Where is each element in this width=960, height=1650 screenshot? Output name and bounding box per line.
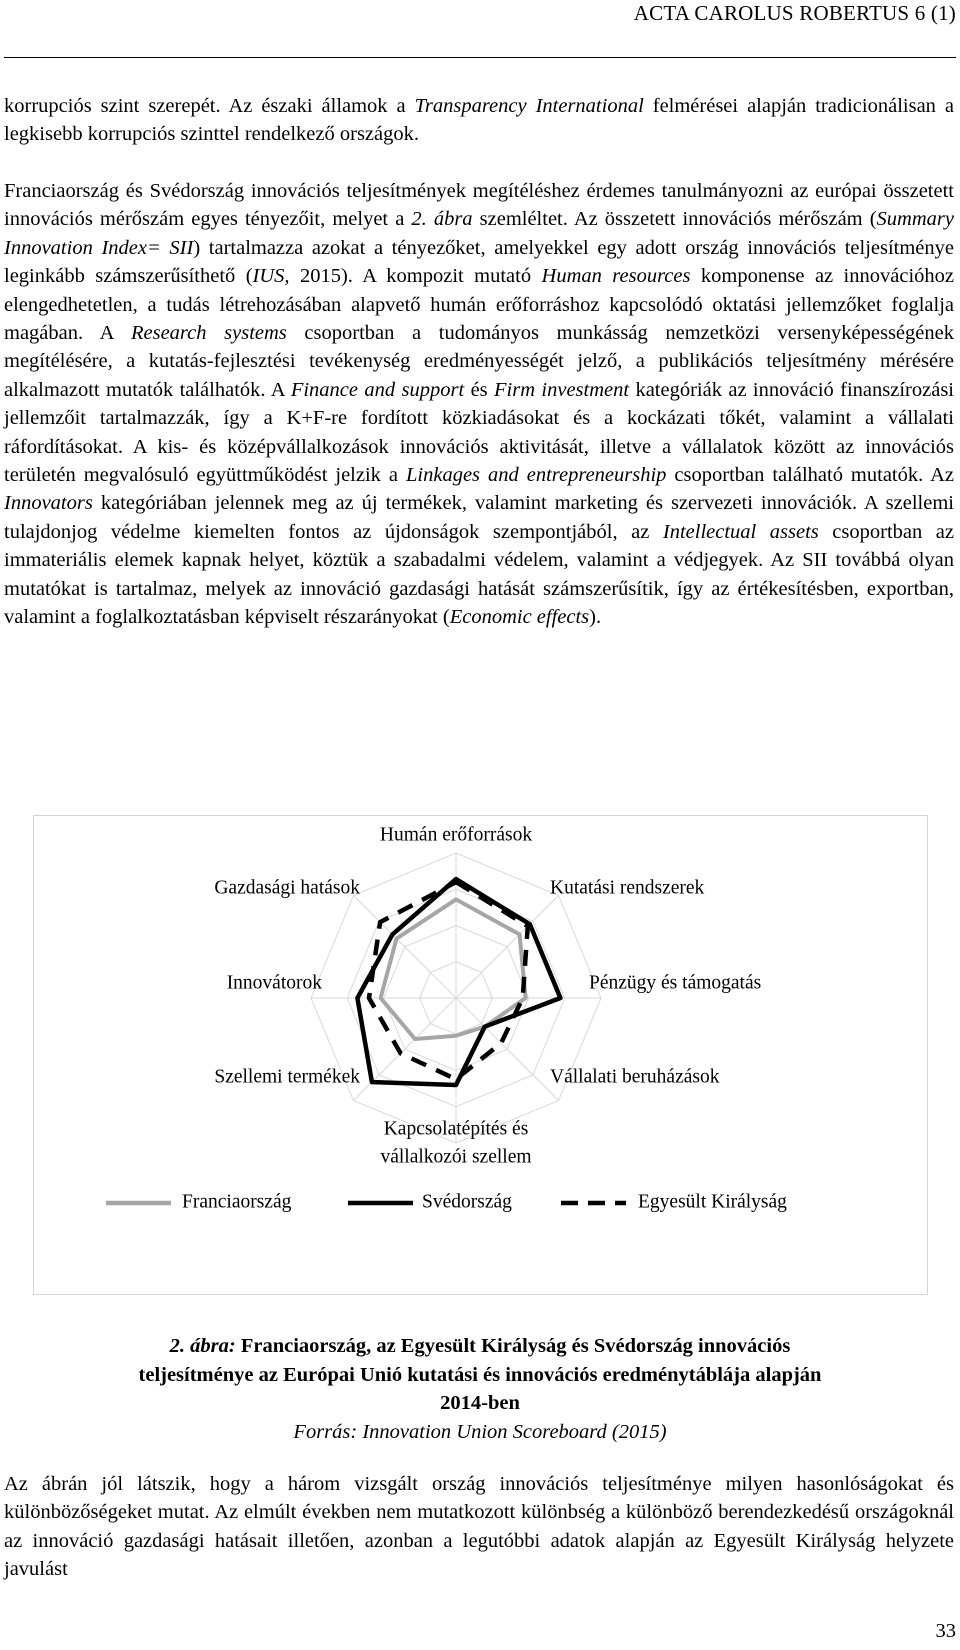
axis-label: Szellemi termékek — [214, 1066, 360, 1088]
series-line-1 — [357, 879, 560, 1085]
axis-label: Innovátorok — [226, 972, 322, 994]
radar-chart — [34, 816, 929, 1296]
axis-label: vállalkozói szellem — [380, 1146, 532, 1168]
paragraph-2: Franciaország és Svédország innovációs teljesítmények megítéléshez érdemes tanulmányozni az európai összetett innovációs mérőszám egyes tényezőit, melyet a 2. ábra szemléltet. Az összetett innovációs mérőszám (Summary Innovation Index= SII) tartalmazza azokat a tényezőket, amelyekkel egy adott ország innovációs teljesítménye leginkább számszerűsíthető (IUS, 2015). A kompozit mutató Human resources komponense az innovációhoz elengedhetetlen, a tudás létrehozásában alapvető humán erőforráshoz kapcsolódó oktatási jellemzőket foglalja magában. A Research systems csoportban a tudományos munkásság nemzetközi versenyképességének megítélésére, a kutatás-fejlesztési tevékenység eredményességét jelző, a publikációs teljesítmény mérésére alkalmazott mutatók találhatók. A Finance and support és Firm investment kategóriák az innováció finanszírozási jellemzőit tartalmazzák, így a K+F-re fordított közkiadásokat és a kockázati tőkét, valamint a vállalati ráfordításokat. A kis- és középvállalkozások innovációs aktivitását, illetve a vállalatok között az innovációs területén megvalósuló együttműködést jelzik a Linkages and entrepreneurship csoportban található mutatók. Az Innovators kategóriában jelennek meg az új termékek, valamint marketing és szervezeti innovációk. A szellemi tulajdonjog védelme kiemelten fontos az újdonságok szempontjából, az Intellectual assets csoportban az immateriális elemek kapnak helyet, köztük a szabadalmi védelem, valamint a védjegyek. Az SII továbbá olyan mutatókat is tartalmaz, melyek az innováció gazdasági hatását számszerűsítik, így az értékesítésben, exportban, valamint a foglalkoztatásban képviselt részarányokat (Economic effects). — [4, 180, 955, 629]
radar-chart-figure — [33, 815, 928, 1295]
axis-label: Humán erőforrások — [379, 824, 533, 846]
axis-label: Kutatási rendszerek — [550, 877, 705, 899]
legend-label-1: Svédország — [422, 1191, 512, 1213]
header-rule — [4, 57, 956, 58]
figure-caption: 2. ábra: Franciaország, az Egyesült Királyság és Svédország innovációs teljesítménye az Európai Unió kutatási és innovációs eredménytáblája alapján 2014-ben — [138, 1335, 822, 1415]
axis-label: Kapcsolatépítés és — [383, 1118, 529, 1140]
paragraph-1: korrupciós szint szerepét. Az északi államok a Transparency International felmérései alapján tradicionálisan a legkisebb korrupciós szinttel rendelkező országok. — [4, 95, 954, 146]
running-head: ACTA CAROLUS ROBERTUS 6 (1) — [633, 1, 956, 25]
legend-label-0: Franciaország — [182, 1191, 292, 1213]
figure-source: Forrás: Innovation Union Scoreboard (2015) — [293, 1421, 667, 1443]
legend-label-2: Egyesült Királyság — [638, 1191, 787, 1213]
axis-label: Pénzügy és támogatás — [589, 972, 762, 994]
paragraph-3: Az ábrán jól látszik, hogy a három vizsgált ország innovációs teljesítménye milyen hasonlóságokat és különbözőségeket mutat. Az elmúlt években nem mutatkozott különbség a különböző berendezkedésű országoknál az innováció gazdasági hatásait illetően, azonban a legutóbbi adatok alapján az Egyesült Királyság helyzete javulást — [4, 1473, 954, 1581]
axis-label: Gazdasági hatások — [214, 877, 360, 899]
axis-label: Vállalati beruházások — [550, 1066, 720, 1088]
series-line-2 — [369, 882, 528, 1079]
page-number: 33 — [935, 1620, 956, 1642]
